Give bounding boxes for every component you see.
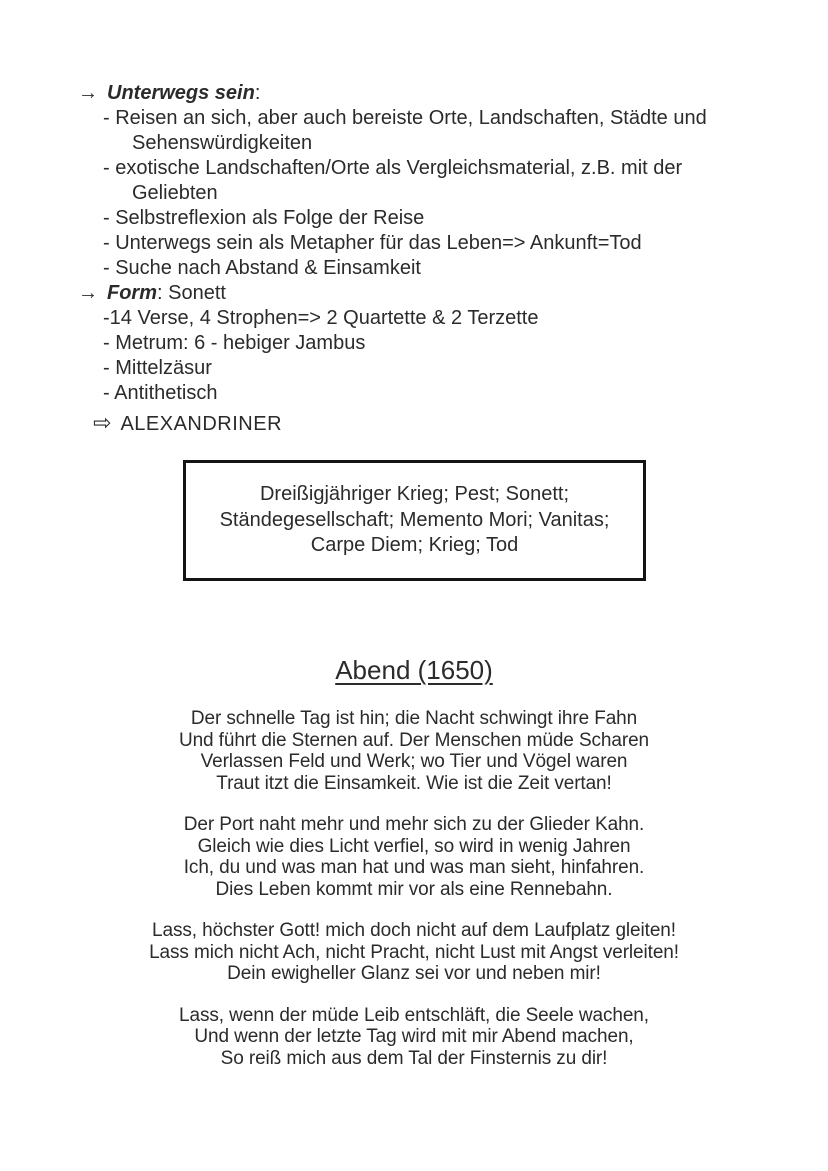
poem-line: Gleich wie dies Licht verfiel, so wird in wenig Jahren <box>197 835 631 857</box>
note-line: - Metrum: 6 - hebiger Jambus <box>103 332 366 354</box>
poem-section <box>0 655 828 1089</box>
poem-stanza-4 <box>0 1005 828 1070</box>
note-line: - Reisen an sich, aber auch bereiste Orte, Landschaften, Städte und <box>103 107 707 129</box>
poem-line: Lass mich nicht Ach, nicht Pracht, nicht Lust mit Angst verleiten! <box>149 941 679 963</box>
note-line: - Mittelzäsur <box>103 357 212 379</box>
keywords-line: Carpe Diem; Krieg; Tod <box>310 534 519 557</box>
poem-line: Lass, wenn der müde Leib entschläft, die Seele wachen, <box>179 1004 649 1026</box>
poem-line: Traut itzt die Einsamkeit. Wie ist die Zeit vertan! <box>216 772 612 794</box>
note-line: - Antithetisch <box>103 382 218 404</box>
note-line: Geliebten <box>132 182 218 204</box>
list-item <box>103 381 778 406</box>
poem-line: Der Port naht mehr und mehr sich zu der Glieder Kahn. <box>183 814 645 835</box>
poem-stanza-3 <box>0 920 828 985</box>
arrow-right-white-icon: ⇨ <box>93 410 112 435</box>
note-line: - Suche nach Abstand & Einsamkeit <box>103 257 421 279</box>
keywords-line: Dreißigjähriger Krieg; Pest; Sonett; <box>259 483 570 506</box>
poem-line: Dein ewigheller Glanz sei vor und neben mir! <box>227 963 601 984</box>
list-item <box>103 306 778 331</box>
section-items <box>103 106 778 281</box>
section-title-text: Form <box>107 282 157 304</box>
section-title-suffix: : Sonett <box>157 282 226 304</box>
list-item <box>103 356 778 381</box>
poem-line: Und führt die Sternen auf. Der Menschen müde Scharen <box>178 729 650 751</box>
poem-stanza-2 <box>0 814 828 900</box>
section-title <box>107 281 226 306</box>
poem-stanza-1 <box>0 708 828 794</box>
section-title <box>107 81 260 106</box>
list-item <box>103 206 778 231</box>
section-header-form <box>78 281 778 306</box>
section-header-unterwegs-sein <box>78 81 778 106</box>
conclusion-text: ALEXANDRINER <box>120 413 283 435</box>
poem-title-row <box>0 655 828 686</box>
section-title-text: Unterwegs sein <box>107 82 255 104</box>
arrow-right-icon: → <box>78 82 98 104</box>
poem-line: Verlassen Feld und Werk; wo Tier und Vögel waren <box>200 751 628 772</box>
section-items <box>103 306 778 406</box>
poem-line: Lass, höchster Gott! mich doch nicht auf dem Laufplatz gleiten! <box>152 920 676 941</box>
notes-outline <box>78 81 778 437</box>
note-line: - exotische Landschaften/Orte als Vergleichsmaterial, z.B. mit der <box>103 157 683 179</box>
section-title-suffix: : <box>254 82 261 104</box>
note-line: - Unterwegs sein als Metapher für das Leben=> Ankunft=Tod <box>103 232 642 254</box>
poem-line: Der schnelle Tag ist hin; die Nacht schwingt ihre Fahn <box>190 708 638 729</box>
list-item <box>103 231 778 256</box>
poem-line: Und wenn der letzte Tag wird mit mir Abend machen, <box>194 1026 634 1047</box>
poem-title: Abend (1650) <box>335 655 493 685</box>
keywords-box <box>183 460 646 581</box>
poem-line: So reiß mich aus dem Tal der Finsternis zu dir! <box>220 1047 608 1069</box>
list-item <box>103 156 778 206</box>
note-line: -14 Verse, 4 Strophen=> 2 Quartette & 2 Terzette <box>103 307 539 329</box>
arrow-right-icon: → <box>78 282 98 304</box>
list-item <box>103 106 778 156</box>
list-item <box>103 256 778 281</box>
list-item <box>103 331 778 356</box>
poem-line: Ich, du und was man hat und was man sieht, hinfahren. <box>183 857 645 878</box>
note-line: Sehenswürdigkeiten <box>132 132 313 154</box>
keywords-line: Ständegesellschaft; Memento Mori; Vanitas; <box>219 508 610 531</box>
conclusion-line <box>93 410 778 437</box>
poem-line: Dies Leben kommt mir vor als eine Rennebahn. <box>215 878 613 900</box>
note-line: - Selbstreflexion als Folge der Reise <box>103 207 425 229</box>
